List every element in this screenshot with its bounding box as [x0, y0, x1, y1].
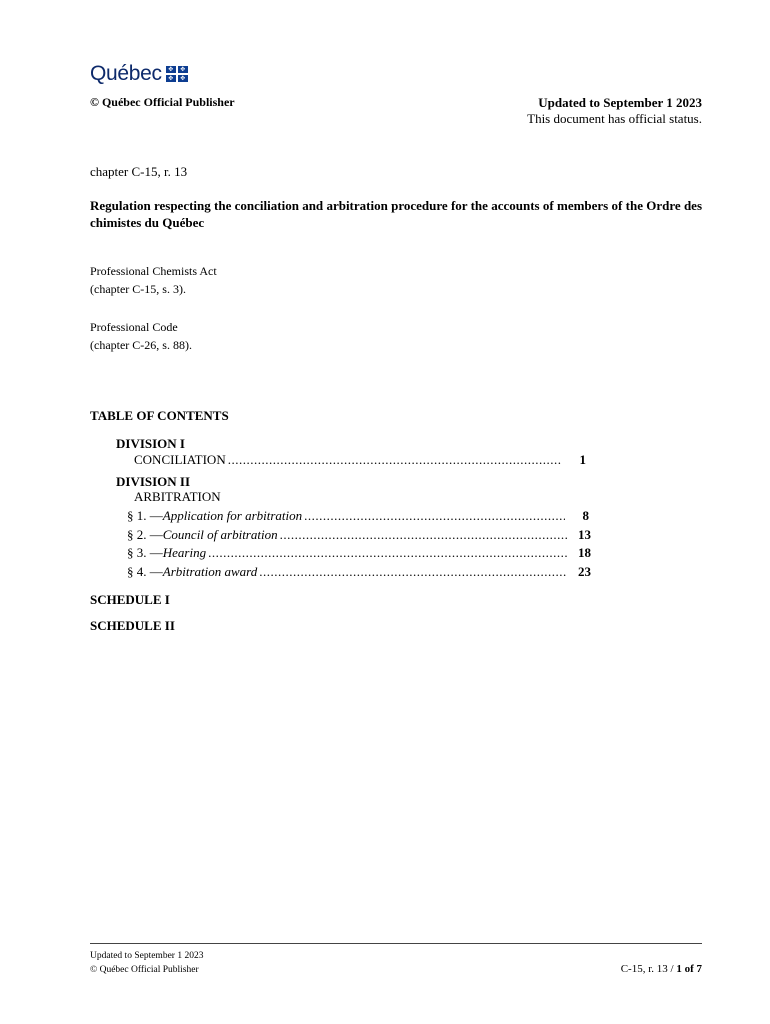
toc-leader-dots: [228, 452, 562, 468]
official-status: This document has official status.: [527, 111, 702, 126]
footer-info: [90, 949, 203, 977]
toc-entry-label: Hearing: [162, 545, 207, 560]
toc-division-1-title: DIVISION I: [116, 436, 185, 451]
fleur-de-lis-flag-icon: ✥ ✥ ✥ ✥: [166, 66, 188, 82]
enabling-act-1: [90, 262, 217, 298]
toc-page-number: 18: [578, 545, 591, 560]
toc-entry-schedule-1[interactable]: SCHEDULE I: [90, 592, 170, 607]
toc-entry-label: Council of arbitration: [162, 527, 278, 542]
footer-publisher: © Québec Official Publisher: [90, 965, 199, 975]
act-name: Professional Code: [90, 320, 178, 334]
footer-divider: [90, 943, 702, 944]
act-name: Professional Chemists Act: [90, 264, 217, 278]
toc-entry-prefix: § 4. —: [127, 564, 163, 579]
toc-leader-dots: [259, 564, 567, 580]
act-reference: (chapter C-26, s. 88).: [90, 338, 192, 352]
footer-page-number: 1 of 7: [676, 963, 702, 975]
toc-division-2-subtitle: ARBITRATION: [134, 489, 221, 504]
toc-page-number: 13: [578, 527, 591, 542]
toc-entry-section-3[interactable]: [127, 545, 591, 561]
toc-page-number: 23: [578, 564, 591, 579]
toc-entry-conciliation[interactable]: [134, 452, 586, 468]
footer-doc-ref: C-15, r. 13 /: [620, 963, 677, 975]
toc-entry-label: Application for arbitration: [162, 508, 303, 523]
toc-division-2-title: DIVISION II: [116, 474, 191, 489]
toc-entry-label: CONCILIATION: [134, 452, 226, 467]
footer-page-info: [621, 963, 702, 975]
quebec-logo: [90, 62, 188, 86]
enabling-act-2: [90, 318, 192, 354]
toc-entry-section-1[interactable]: [127, 508, 589, 524]
footer-updated: Updated to September 1 2023: [90, 951, 204, 961]
toc-entry-label: Arbitration award: [162, 564, 258, 579]
toc-entry-prefix: § 1. —: [127, 508, 163, 523]
toc-leader-dots: [304, 508, 565, 524]
logo-text: Québec: [90, 62, 162, 85]
toc-entry-section-2[interactable]: [127, 527, 591, 543]
act-reference: (chapter C-15, s. 3).: [90, 282, 186, 296]
toc-leader-dots: [280, 527, 567, 543]
toc-entry-section-4[interactable]: [127, 564, 591, 580]
toc-entry-prefix: § 2. —: [127, 527, 163, 542]
updated-date: Updated to September 1 2023: [538, 95, 702, 110]
toc-heading: TABLE OF CONTENTS: [90, 408, 229, 423]
toc-leader-dots: [208, 545, 567, 561]
regulation-title: Regulation respecting the conciliation and arbitration procedure for the accounts of members of the Ordre des chimistes du Québec: [90, 198, 702, 230]
toc-page-number: 1: [579, 452, 586, 467]
update-status-block: [527, 95, 702, 127]
toc-page-number: 8: [582, 508, 589, 523]
toc-entry-schedule-2[interactable]: SCHEDULE II: [90, 618, 175, 633]
toc-entry-prefix: § 3. —: [127, 545, 163, 560]
publisher-label: © Québec Official Publisher: [90, 95, 235, 109]
chapter-reference: chapter C-15, r. 13: [90, 164, 188, 179]
